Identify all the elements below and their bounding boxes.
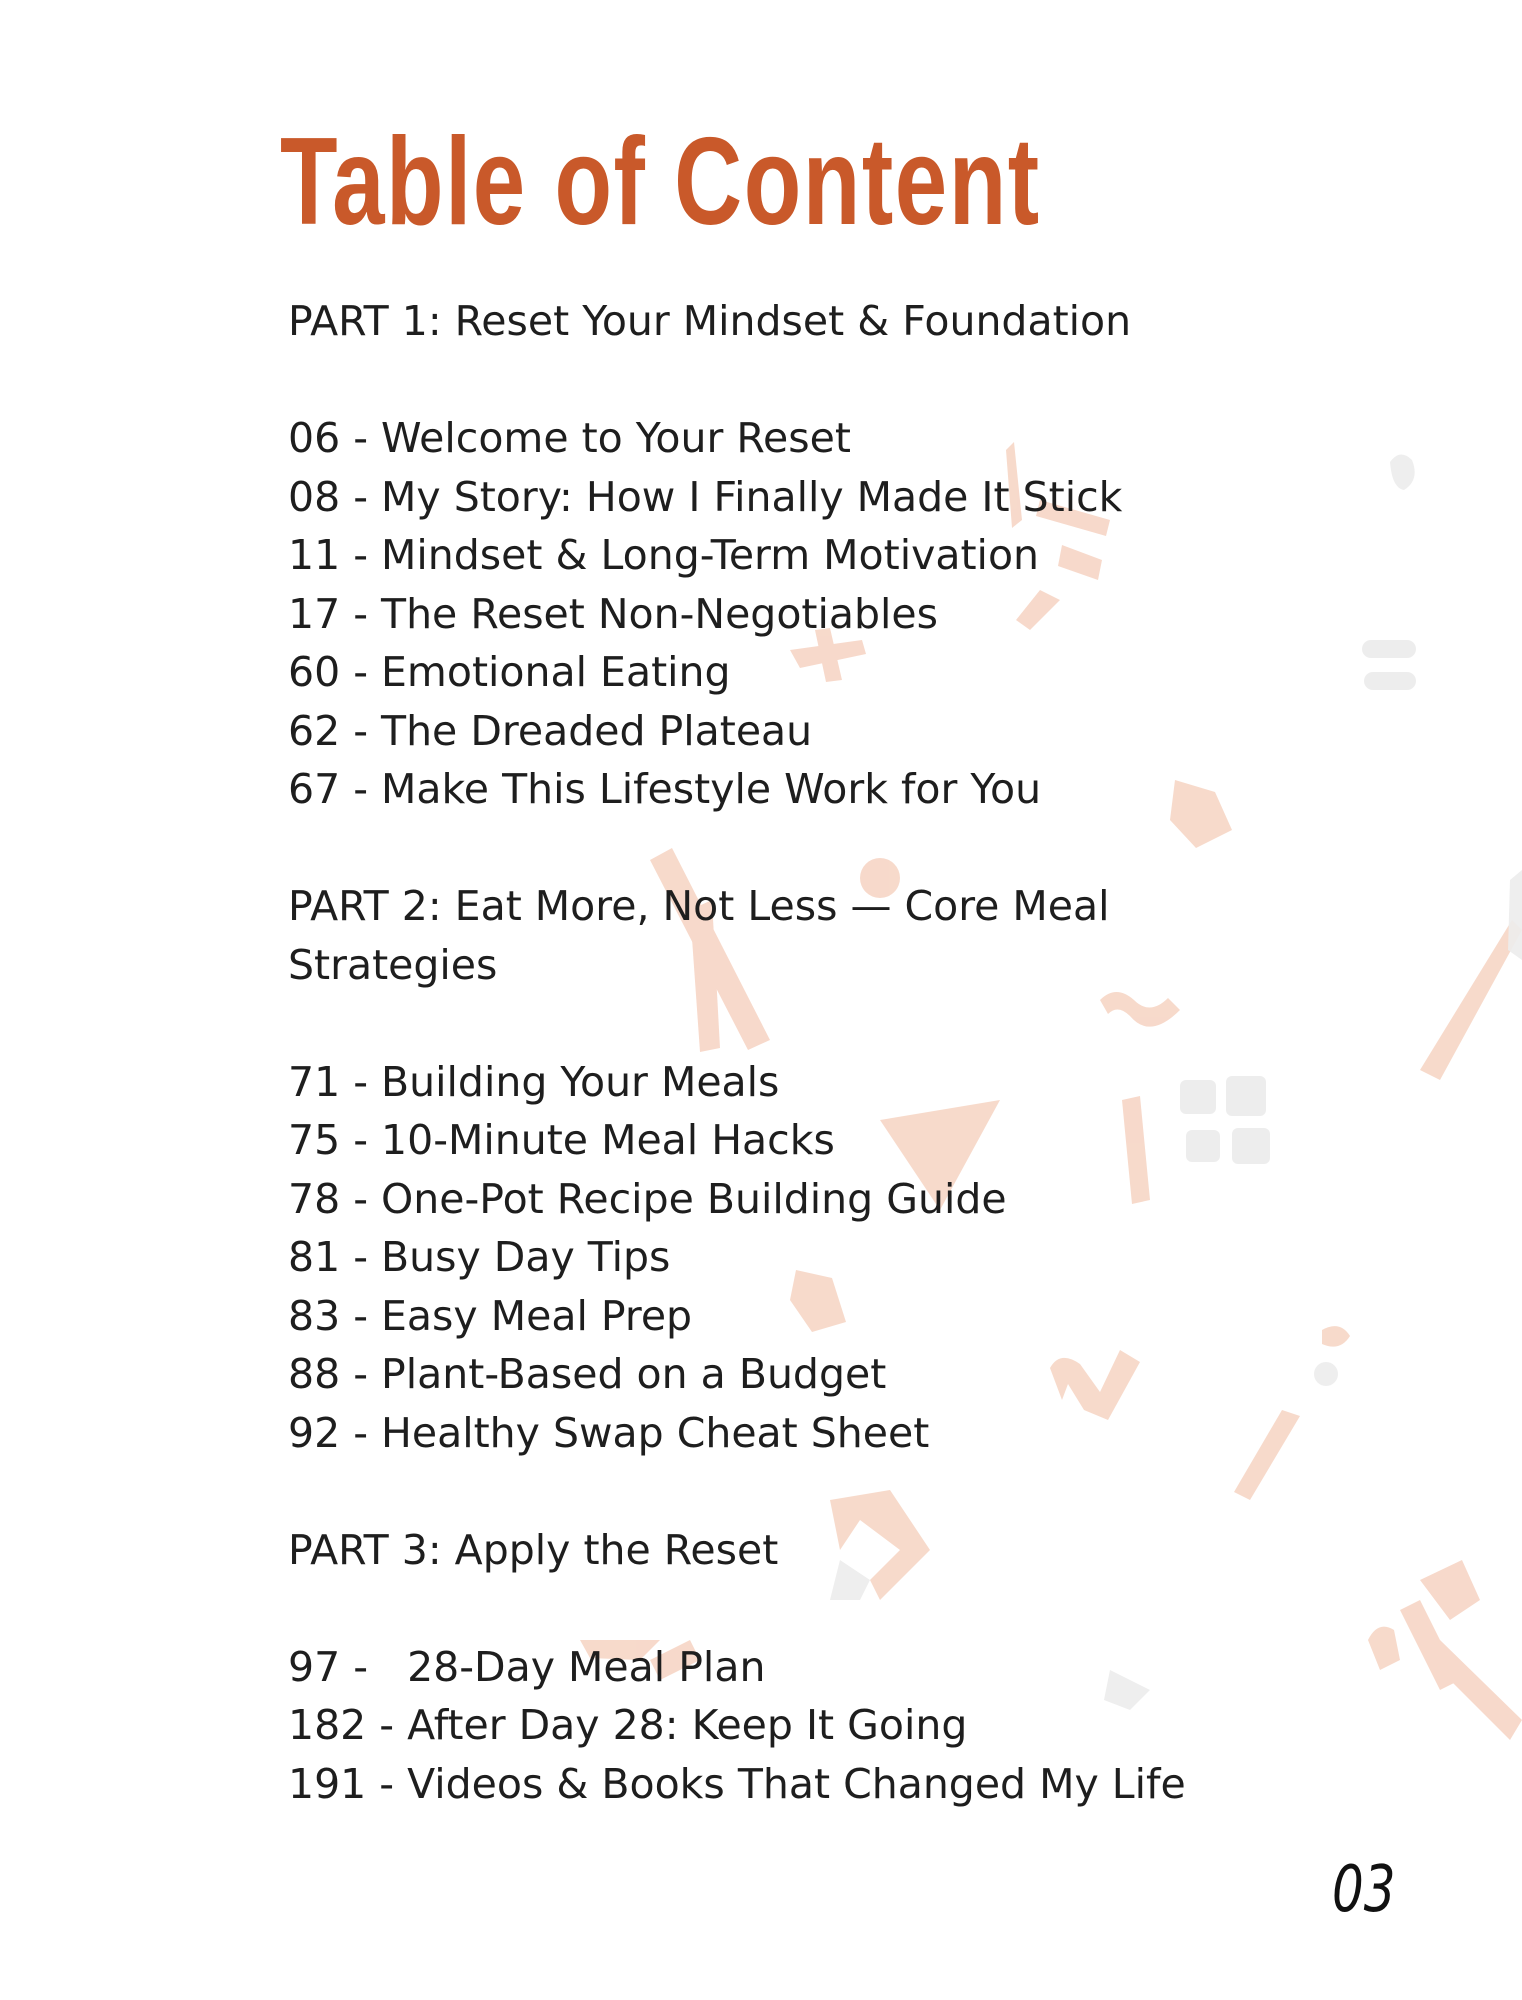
toc-part-1 (288, 292, 1228, 819)
toc-entry: 83 - Easy Meal Prep (288, 1291, 693, 1340)
toc-entry: 08 - My Story: How I Finally Made It Stick (288, 472, 1123, 521)
toc-entry: 60 - Emotional Eating (288, 648, 731, 696)
part-heading: PART 1: Reset Your Mindset & Foundation (288, 297, 1132, 345)
table-of-contents (288, 292, 1228, 1872)
toc-entry: 191 - Videos & Books That Changed My Life (288, 1759, 1186, 1808)
toc-entry: 88 - Plant-Based on a Budget (288, 1350, 887, 1398)
toc-entry: 78 - One-Pot Recipe Building Guide (288, 1174, 1007, 1223)
part-heading: PART 3: Apply the Reset (288, 1525, 779, 1574)
toc-entry: 06 - Welcome to Your Reset (288, 414, 851, 462)
toc-entry: 92 - Healthy Swap Cheat Sheet (288, 1408, 930, 1457)
toc-entry: 71 - Building Your Meals (288, 1057, 780, 1106)
part-heading: PART 2: Eat More, Not Less — Core Meal Strategies (288, 882, 1110, 989)
toc-entry: 75 - 10-Minute Meal Hacks (288, 1116, 835, 1164)
toc-part-2 (288, 877, 1228, 1462)
toc-entry: 67 - Make This Lifestyle Work for You (288, 765, 1042, 813)
page-title: Table of Content (280, 113, 1041, 251)
entry-list (288, 1053, 1228, 1463)
toc-entry: 11 - Mindset & Long-Term Motivation (288, 531, 1040, 579)
toc-entry: 17 - The Reset Non-Negotiables (288, 589, 939, 638)
toc-entry: 81 - Busy Day Tips (288, 1233, 671, 1281)
toc-entry: 97 - 28-Day Meal Plan (288, 1642, 766, 1691)
page-number: 03 (1332, 1853, 1396, 1927)
toc-part-3 (288, 1521, 1228, 1814)
toc-entry: 62 - The Dreaded Plateau (288, 706, 813, 755)
entry-list (288, 1638, 1228, 1814)
entry-list (288, 409, 1228, 819)
toc-entry: 182 - After Day 28: Keep It Going (288, 1701, 968, 1749)
